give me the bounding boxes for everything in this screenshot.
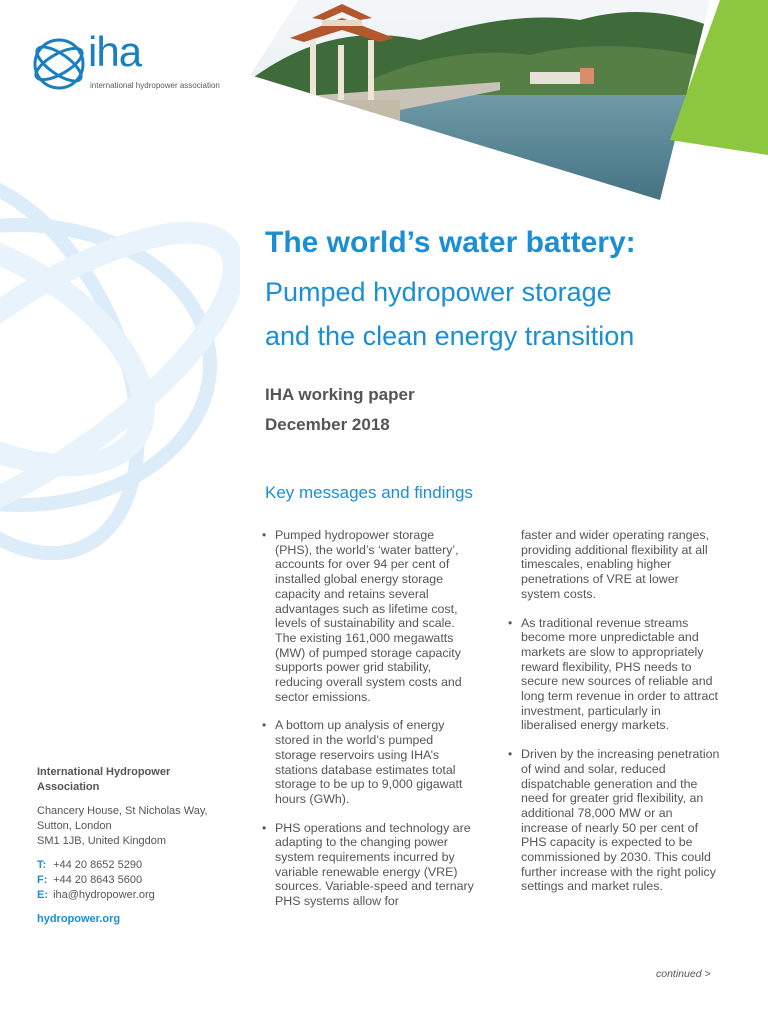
title-block bbox=[265, 224, 745, 358]
subtitle-line-2: and the clean energy transition bbox=[265, 321, 635, 351]
hero-photo bbox=[250, 0, 768, 200]
globe-graphic bbox=[0, 150, 240, 580]
contact-details bbox=[37, 858, 208, 903]
bullet-icon: • bbox=[508, 615, 513, 630]
globe-logo-icon bbox=[30, 34, 88, 94]
bullet-icon: • bbox=[262, 528, 267, 542]
document-type: IHA working paper bbox=[265, 385, 415, 404]
bullet-icon: • bbox=[508, 747, 513, 762]
bullet-icon: • bbox=[262, 820, 267, 835]
logo-tagline: international hydropower association bbox=[90, 81, 220, 90]
logo-wordmark: iha bbox=[88, 28, 142, 75]
telephone: T: +44 20 8652 5290 bbox=[37, 859, 143, 871]
contact-block bbox=[37, 765, 208, 927]
website-link[interactable]: hydropower.org bbox=[37, 913, 121, 925]
list-item-continuation: faster and wider operating ranges, providing additional flexibility at all timescales, enabling higher penetrations of VRE at lower system costs. bbox=[521, 528, 710, 601]
findings-column-right bbox=[508, 528, 720, 908]
list-item: • PHS operations and technology are adapting to the changing power system requirements incurred by variable renewable energy (VRE) sources. Variable-speed and ternary PHS systems allow for bbox=[262, 820, 474, 909]
fax: F: +44 20 8643 5600 bbox=[37, 874, 143, 886]
page-subtitle bbox=[265, 270, 745, 358]
page-title: The world’s water battery: bbox=[265, 226, 636, 259]
list-item: • A bottom up analysis of energy stored in the world’s pumped storage reservoirs using IHA’s stations database estimates total storage to be up to 9,000 gigawatt hours (GWh). bbox=[262, 718, 463, 806]
findings-column-left bbox=[262, 528, 474, 923]
email[interactable]: E: iha@hydropower.org bbox=[37, 889, 155, 901]
document-meta bbox=[265, 382, 415, 442]
continued-label: continued > bbox=[656, 968, 711, 980]
postal-address: Chancery House, St Nicholas Way, Sutton, London SM1 1JB, United Kingdom bbox=[37, 805, 208, 847]
document-date: December 2018 bbox=[265, 415, 390, 434]
list-item: • Pumped hydropower storage (PHS), the world’s ‘water battery’, accounts for over 94 per cent of installed global energy storage capacity and retains several advantages such as lifetime cost, levels of sustainability and scale. The existing 161,000 megawatts (MW) of pumped storage capacity supports power grid stability, reducing overall system costs and sector emissions. bbox=[262, 528, 462, 704]
subtitle-line-1: Pumped hydropower storage bbox=[265, 277, 612, 307]
list-item: • Driven by the increasing penetration of wind and solar, reduced dispatchable generation and the need for greater grid flexibility, an additional 78,000 MW or an increase of nearly 50 per cent of PHS capacity is expected to be commissioned by 2030. This could further increase with the right policy settings and market rules. bbox=[508, 747, 720, 894]
bullet-icon: • bbox=[262, 718, 267, 733]
list-item: • As traditional revenue streams become more unpredictable and markets are slow to appropriately reward flexibility, PHS needs to secure new sources of reliable and long term revenue in order to attract investment, particularly in liberalised energy markets. bbox=[508, 615, 718, 733]
email-link[interactable]: iha@hydropower.org bbox=[53, 889, 155, 901]
section-heading: Key messages and findings bbox=[265, 483, 473, 502]
iha-logo[interactable] bbox=[30, 28, 230, 94]
organization-name: International Hydropower Association bbox=[37, 766, 171, 793]
